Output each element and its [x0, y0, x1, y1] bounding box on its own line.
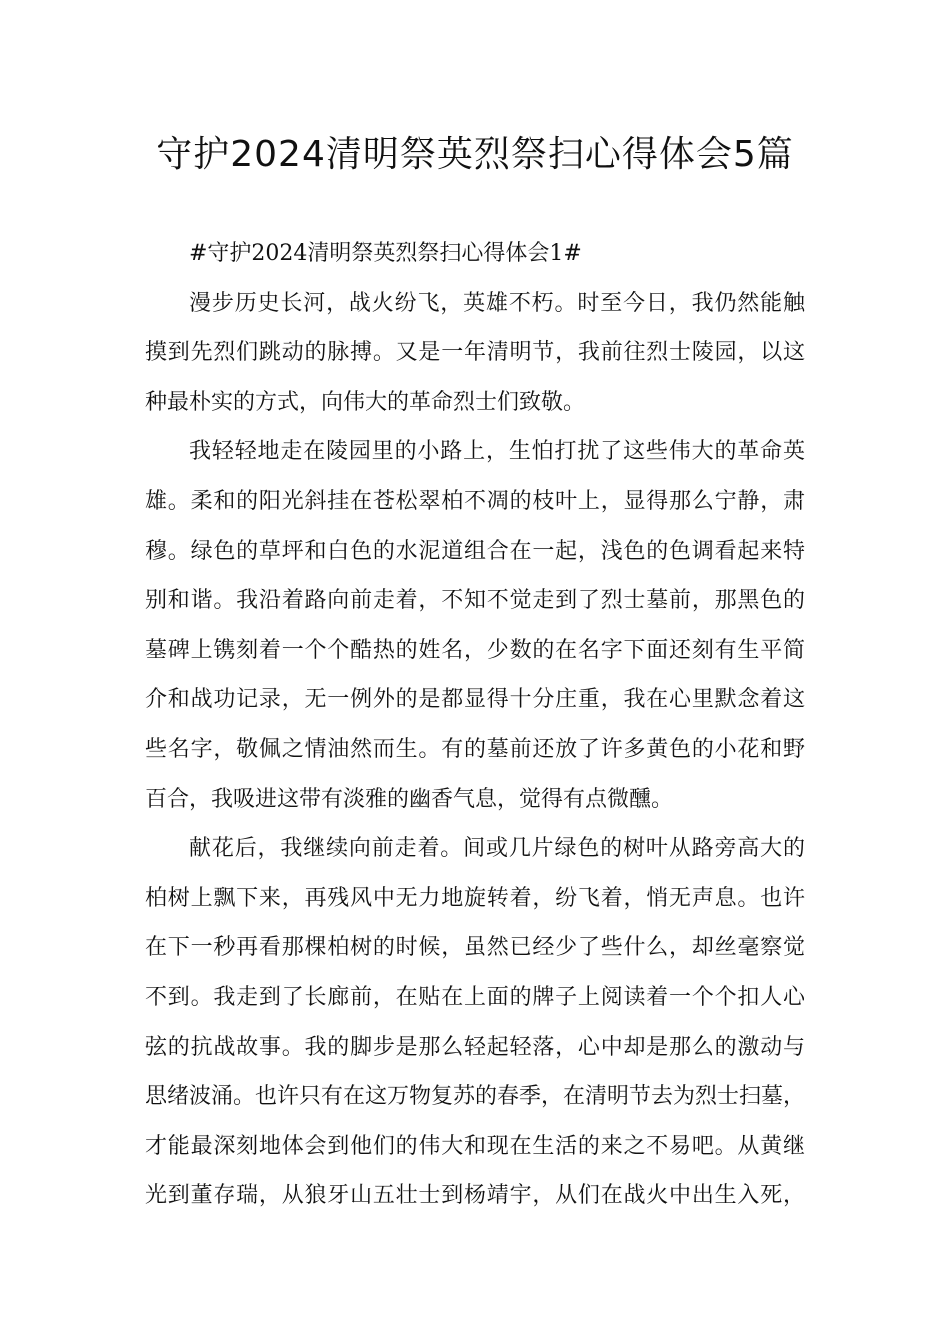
paragraph-3-line-4: 不到。我走到了长廊前，在贴在上面的牌子上阅读着一个个扣人心: [145, 984, 805, 1010]
paragraph-2-line-8: 百合，我吸进这带有淡雅的幽香气息，觉得有点微醺。: [145, 786, 674, 812]
paragraph-2-line-6: 介和战功记录，无一例外的是都显得十分庄重，我在心里默念着这: [145, 687, 805, 713]
paragraph-3-line-2: 柏树上飘下来，再残风中无力地旋转着，纷飞着，悄无声息。也许: [145, 885, 805, 911]
paragraph-2-line-3: 穆。绿色的草坪和白色的水泥道组合在一起，浅色的色调看起来特: [145, 538, 805, 564]
section-heading: #守护2024清明祭英烈祭扫心得体会1#: [189, 241, 582, 266]
paragraph-1-line-1: 漫步历史长河，战火纷飞，英雄不朽。时至今日，我仍然能触: [189, 290, 805, 316]
paragraph-3-line-1: 献花后，我继续向前走着。间或几片绿色的树叶从路旁高大的: [189, 836, 805, 862]
paragraph-1-line-3: 种最朴实的方式，向伟大的革命烈士们致敬。: [145, 389, 586, 415]
paragraph-3-line-6: 思绪波涌。也许只有在这万物复苏的春季，在清明节去为烈士扫墓，: [145, 1084, 806, 1110]
paragraph-2-line-7: 些名字，敬佩之情油然而生。有的墓前还放了许多黄色的小花和野: [145, 736, 805, 762]
paragraph-1-line-2: 摸到先烈们跳动的脉搏。又是一年清明节，我前往烈士陵园，以这: [145, 340, 805, 366]
paragraph-3-line-7: 才能最深刻地体会到他们的伟大和现在生活的来之不易吧。从黄继: [145, 1133, 805, 1159]
paragraph-2-line-1: 我轻轻地走在陵园里的小路上，生怕打扰了这些伟大的革命英: [189, 439, 805, 465]
paragraph-2-line-4: 别和谐。我沿着路向前走着，不知不觉走到了烈士墓前，那黑色的: [145, 588, 805, 614]
paragraph-3-line-5: 弦的抗战故事。我的脚步是那么轻起轻落，心中却是那么的激动与: [145, 1034, 805, 1060]
paragraph-2-line-5: 墓碑上镌刻着一个个酷热的姓名，少数的在名字下面还刻有生平简: [145, 637, 805, 663]
paragraph-2-line-2: 雄。柔和的阳光斜挂在苍松翠柏不凋的枝叶上，显得那么宁静，肃: [145, 488, 805, 514]
paragraph-3-line-8: 光到董存瑞，从狼牙山五壮士到杨靖宇，从们在战火中出生入死，: [145, 1183, 805, 1209]
document-title: 守护2024清明祭英烈祭扫心得体会5篇: [156, 134, 794, 175]
paragraph-3-line-3: 在下一秒再看那棵柏树的时候，虽然已经少了些什么，却丝毫察觉: [145, 935, 805, 961]
document-body: [145, 229, 805, 1221]
